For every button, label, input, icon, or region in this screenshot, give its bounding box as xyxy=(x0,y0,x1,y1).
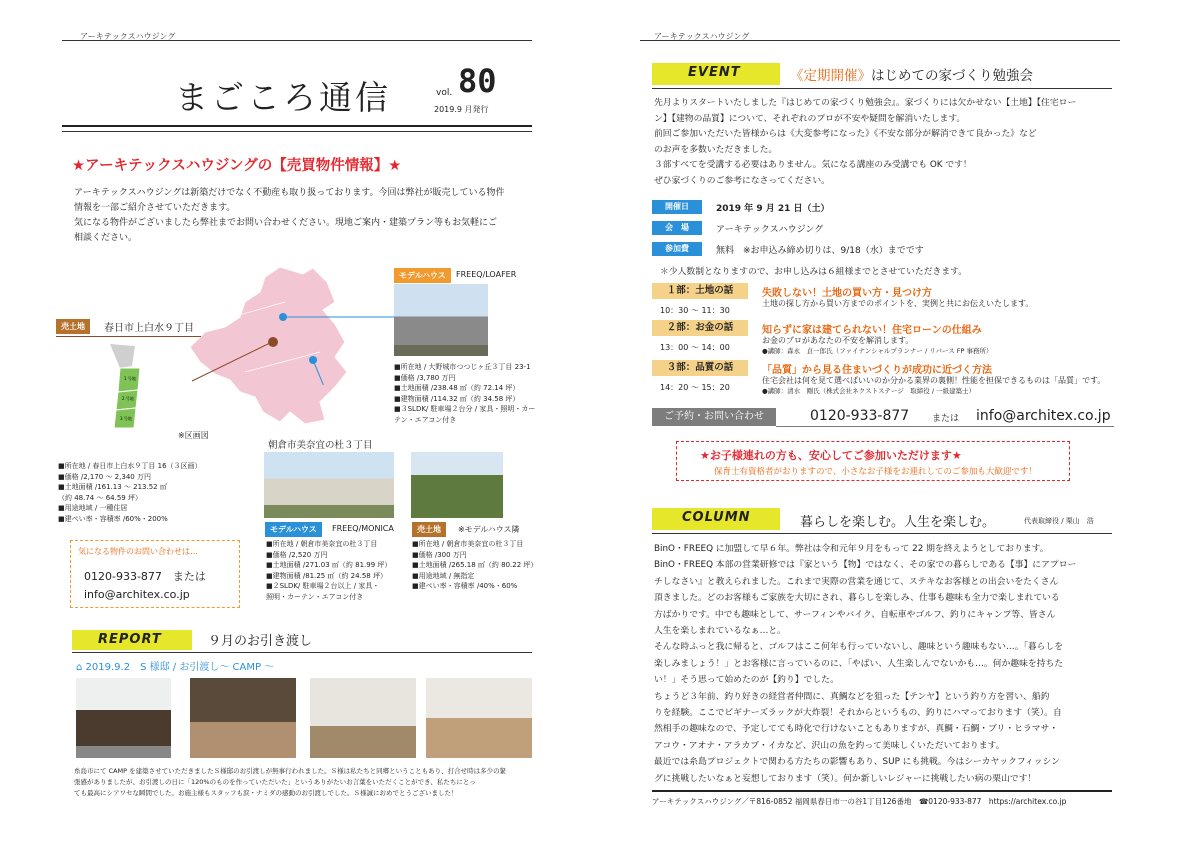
kids-text: 保育士有資格者がおりますので、小さなお子様をお連れしてのご参加も大歓迎です！ xyxy=(714,467,1037,477)
detail-line: ■建ぺい率・容積率 /40%・60% xyxy=(412,582,518,590)
report-rule xyxy=(72,652,532,653)
intro-line: 前回ご参加いただいた皆様からは《大変参考になった》《不安な部分が解消できて良かった》など xyxy=(654,129,1037,139)
event-intro xyxy=(654,96,1120,189)
part1-time: 10：30 ～ 11：30 xyxy=(660,306,730,315)
contact-title: 気になる物件のお問い合わせは… xyxy=(78,547,198,556)
limit-note: ＊少人数制となりますので、お申し込みは６組様までとさせていただきます。 xyxy=(660,267,968,277)
detail-line: ■３SLDK/ 駐車場２台分 / 家具・照明・カー xyxy=(394,405,536,413)
part3-title: 「品質」から見る住まいづくりが成功に近づく方法 xyxy=(762,365,992,376)
intro-line: のお声を多数いただきました。 xyxy=(654,144,778,155)
kids-title: ★お子様連れの方も、安心してご参加いただけます★ xyxy=(700,449,962,462)
body-line: 最近では糸島プロジェクトで関わる方たちの影響もあり、SUP にも挑戦。今はシーカヤックフィッシン xyxy=(654,757,1060,768)
land2-name: ※モデルハウス隣 xyxy=(458,525,520,534)
detail-line: ■土地面積 /238.48 ㎡（約 72.14 坪） xyxy=(394,384,520,392)
sale-intro xyxy=(74,186,534,246)
detail-line: ■土地面積 /161.13 ～ 213.52 ㎡ xyxy=(58,483,167,491)
detail-line: ■用途地域 / 一種住居 xyxy=(58,504,128,512)
top-rule-right xyxy=(640,40,1120,41)
zoning-note: ※区画図 xyxy=(178,431,209,440)
land1-name: 春日市上白水９丁目 xyxy=(104,323,194,334)
report-photo-2 xyxy=(190,678,296,758)
model2-details xyxy=(266,539,411,602)
intro-line: 情報を一部ご紹介させていただきます。 xyxy=(74,203,236,213)
contact-email[interactable]: info@architex.co.jp xyxy=(84,588,190,601)
model1-details xyxy=(394,362,544,425)
detail-line: ■所在地 / 大野城市つつじヶ丘３丁目 23-1 xyxy=(394,363,531,371)
part3-desc: 住宅会社は何を見て選べばいいのか分かる業界の裏側！性能を担保できるものは「品質」です。 xyxy=(762,376,1106,385)
detail-line: ■価格 /300 万円 xyxy=(412,550,467,559)
reserve-email[interactable]: info@architex.co.jp xyxy=(976,408,1111,424)
info-value-date: 2019 年 9 月 21 日（土） xyxy=(716,204,830,214)
report-caption xyxy=(74,766,536,799)
plot-2-label: 2 号地 xyxy=(122,396,134,401)
model2-photo xyxy=(264,452,394,518)
part2-label: ２部：お金の話 xyxy=(652,320,748,336)
reserve-label: ご予約・お問い合わせ xyxy=(652,408,776,426)
intro-line: 気になる物件がございましたら弊社までお問い合わせください。現地ご案内・建築プラン等もお気軽にご xyxy=(74,218,498,228)
model1-photo xyxy=(394,284,488,356)
intro-line: ン】【建物の品質】について、それぞれのプロが不安や疑問を解消いたします。 xyxy=(654,113,966,124)
reserve-rule xyxy=(776,426,1114,427)
intro-line: 先月よりスタートいたしました『はじめての家づくり勉強会』。家づくりには欠かせない【土地】【住宅ロー xyxy=(654,98,1077,108)
company-name-left: アーキテックスハウジング xyxy=(80,32,176,41)
part3-time: 14：20 ～ 15：20 xyxy=(660,383,730,392)
info-label-date: 開催日 xyxy=(652,200,702,214)
part1-title: 失敗しない！土地の買い方・見つけ方 xyxy=(762,288,932,299)
footer-text: アーキテックスハウジング／〒816-0852 福岡県春日市一の谷1丁目126番地 ☎0120-933-877 https://architex.co.jp xyxy=(652,797,1067,806)
body-line: 頂きました。どのお客様もご家族を大切にされ、暮らしを楽しみ、仕事も趣味も全力で楽しまれている xyxy=(654,593,1060,604)
body-line: BinO・FREEQ 本部の営業研修では『家という【物】ではなく、その家での暮らしである【事】にアプロー xyxy=(654,560,1077,571)
vol-prefix: vol. xyxy=(436,88,453,98)
info-label-fee: 参加費 xyxy=(652,242,702,256)
column-author: 代表取締役 / 栗山 浩 xyxy=(1024,517,1094,525)
body-line: 人生を楽しまれているなぁ…と。 xyxy=(654,626,786,637)
report-photo-3 xyxy=(310,678,416,758)
plot-1-label: 1 号地 xyxy=(124,376,136,381)
body-line: そんな時ふっと我に帰ると、ゴルフはここ何年も行っていないし、趣味という趣味もない…。「暮らしを xyxy=(654,642,1064,653)
intro-line: ぜひ家づくりのご参考になさってください。 xyxy=(654,175,830,186)
vol-number: 80 xyxy=(458,62,497,100)
map-leader-lines xyxy=(190,285,400,385)
detail-line: ■建ぺい率・容積率 /60%・200% xyxy=(58,514,168,523)
column-title: 暮らしを楽しむ。人生を楽しむ。 xyxy=(800,515,996,530)
part2-lecturer: ●講師：森永 貞一郎氏（ファイナンシャルプランナー / リバース FP 事務所） xyxy=(762,347,993,355)
land2-tag: 売土地 xyxy=(412,522,446,537)
land2-photo xyxy=(411,452,503,518)
detail-line: ■用途地域 / 無指定 xyxy=(412,571,475,580)
intro-line: 相談ください。 xyxy=(74,233,138,243)
area2-title: 朝倉市美奈宜の杜３丁目 xyxy=(268,440,373,451)
report-photo-4 xyxy=(426,678,532,758)
detail-line: ■建物面積 /114.32 ㎡（約 34.58 坪） xyxy=(394,394,520,403)
issue-date: 2019.9 月発行 xyxy=(434,105,489,114)
body-line: グに挑戦したいなぁと妄想しております（笑）。何か新しいレジャーに挑戦したい病の栗山です！ xyxy=(654,773,1037,784)
detail-line: ■所在地 / 朝倉市美奈宜の杜３丁目 xyxy=(412,540,524,548)
model1-tag: モデルハウス xyxy=(394,268,451,283)
part2-title: 知らずに家は建てられない！住宅ローンの仕組み xyxy=(762,325,982,336)
detail-line: ■２SLDK/ 駐車場２台以上 / 家具・ xyxy=(266,582,380,590)
event-title-rest: はじめての家づくり勉強会 xyxy=(871,68,1033,84)
part1-desc: 土地の探し方から買い方までのポイントを、実例と共にお伝えいたします。 xyxy=(762,299,1034,308)
reserve-phone[interactable]: 0120-933-877 xyxy=(810,408,910,424)
body-line: 然相手の趣味なので、予定してても時化で行けないこともありますが、真鯛・石鯛・ブリ・ヒラマサ・ xyxy=(654,724,1059,735)
report-photo-1 xyxy=(76,678,171,758)
event-title-bracket: 《定期開催》 xyxy=(790,68,871,84)
detail-line: ■所在地 / 朝倉市美奈宜の杜３丁目 xyxy=(266,540,378,548)
body-line: アコウ・アオナ・アラカブ・イカなど、沢山の魚を釣って美味しくいただいております。 xyxy=(654,740,1005,751)
land2-details xyxy=(412,539,542,592)
part1-label: １部：土地の話 xyxy=(652,283,748,299)
event-tag: EVENT xyxy=(688,65,741,80)
contact-phone[interactable]: 0120-933-877 または xyxy=(84,570,206,583)
column-rule xyxy=(652,533,1112,534)
caption-line: 糸島市にて CAMP を建築させていただきましたＳ様邸のお引渡しが無事行われました。Ｓ様は私たちと同郷ということもあり、打合せ時は多少の緊 xyxy=(74,767,507,775)
body-line: BinO・FREEQ に加盟して早６年。弊社は令和元年９月をもって 22 期を終えようとしております。 xyxy=(654,544,1049,554)
event-title xyxy=(790,64,1033,84)
detail-line: テン・エアコン付き xyxy=(394,415,457,424)
info-label-venue: 会 場 xyxy=(652,221,702,235)
intro-line: ３部すべてを受講する必要はありません。気になる講座のみ受講でも OK です！ xyxy=(654,160,972,170)
part3-label: ３部：品質の話 xyxy=(652,360,748,376)
newsletter-title: まごころ通信 xyxy=(175,78,391,117)
detail-line: 照明・カーテン・エアコン付き xyxy=(266,592,364,601)
land1-tag: 売土地 xyxy=(56,319,90,334)
detail-line: ■土地面積 /271.03 ㎡（約 81.99 坪） xyxy=(266,561,392,569)
body-line: 楽しみましょう！」とお客様に言っているのに、「やばい、人生楽しんでないかも…。何か趣味を持ちた xyxy=(654,658,1064,669)
model2-name: FREEQ/MONICA xyxy=(332,524,394,533)
detail-line: （約 48.74 ～ 64.59 坪） xyxy=(58,493,142,502)
info-value-fee: 無料 ※お申込み締め切りは、9/18（水）までです xyxy=(716,246,924,256)
land1-rule xyxy=(56,336,201,337)
sale-heading: ★アーキテックスハウジングの【売買物件情報】★ xyxy=(72,158,402,174)
body-line: りを経験。ここでビギナーズラックが大炸裂！それからというもの、釣りにハマっております（笑）。自 xyxy=(654,708,1062,719)
detail-line: ■所在地 / 春日市上白水９丁目 16（３区画） xyxy=(58,462,202,470)
report-sub-text: 2019.9.2 S 様邸 / お引渡し～ CAMP ～ xyxy=(85,662,275,673)
event-rule xyxy=(652,88,1112,89)
detail-line: ■建物面積 /81.25 ㎡（約 24.58 坪） xyxy=(266,571,387,580)
report-sub xyxy=(76,658,274,673)
model2-tag: モデルハウス xyxy=(265,522,322,537)
land1-details xyxy=(58,461,248,524)
caption-line: ても最高にシアワセな瞬間でした。お施主様もスタッフも涙・ナミダの感動のお引渡しでした。Ｓ様誠におめでとうございました！ xyxy=(74,789,458,797)
detail-line: ■価格 /2,170 ～ 2,340 万円 xyxy=(58,472,151,481)
land1-plot-diagram xyxy=(80,340,180,432)
plot-3-label: 3 号地 xyxy=(120,416,132,421)
body-line: チしなさい』と教えられました。これまで実際の営業を通じて、ステキなお客様との出会いをたくさん xyxy=(654,576,1059,587)
detail-line: ■価格 /2,520 万円 xyxy=(266,550,328,559)
part3-lecturer: ●講師：清水 剛氏（株式会社ネクストステージ 取締役 / 一級建築士） xyxy=(762,387,976,395)
company-name-right: アーキテックスハウジング xyxy=(654,32,750,41)
report-tag: REPORT xyxy=(98,632,162,647)
title-rule-2 xyxy=(62,131,532,132)
footer-rule xyxy=(652,790,1112,792)
body-line: ちょうど３年前、釣り好きの経営者仲間に、真鯛などを狙った【テンヤ】という釣り方を習い、船釣 xyxy=(654,691,1050,702)
top-rule-left xyxy=(62,40,532,41)
detail-line: ■土地面積 /265.18 ㎡（約 80.22 坪） xyxy=(412,561,538,569)
body-line: 方ばかりです。中でも趣味として、サーフィンやバイク、自転車やゴルフ、釣りにキャンプ等、皆さん xyxy=(654,609,1056,620)
caption-line: 張感がありましたが、お引渡しの日に「120%のものを作っていただいた」というありがたいお言葉をいただくことができ、私たちにとっ xyxy=(74,778,476,786)
reserve-or: または xyxy=(932,414,960,424)
detail-line: ■価格 /3,780 万円 xyxy=(394,373,456,382)
part2-time: 13：00 ～ 14：00 xyxy=(660,343,730,352)
info-value-venue: アーキテックスハウジング xyxy=(716,225,824,235)
column-body xyxy=(654,541,1120,787)
home-icon: ⌂ xyxy=(76,662,83,673)
body-line: い！」そう思って始めたのが【釣り】でした。 xyxy=(654,675,839,686)
title-rule-1 xyxy=(62,125,532,127)
model1-name: FREEQ/LOAFER xyxy=(456,270,517,279)
part2-desc: お金のプロがあなたの不安を解消します。 xyxy=(762,336,914,345)
report-title: ９月のお引き渡し xyxy=(208,634,313,649)
intro-line: アーキテックスハウジングは新築だけでなく不動産も取り扱っております。今回は弊社が販売している物件 xyxy=(74,188,505,198)
column-tag: COLUMN xyxy=(682,510,751,525)
